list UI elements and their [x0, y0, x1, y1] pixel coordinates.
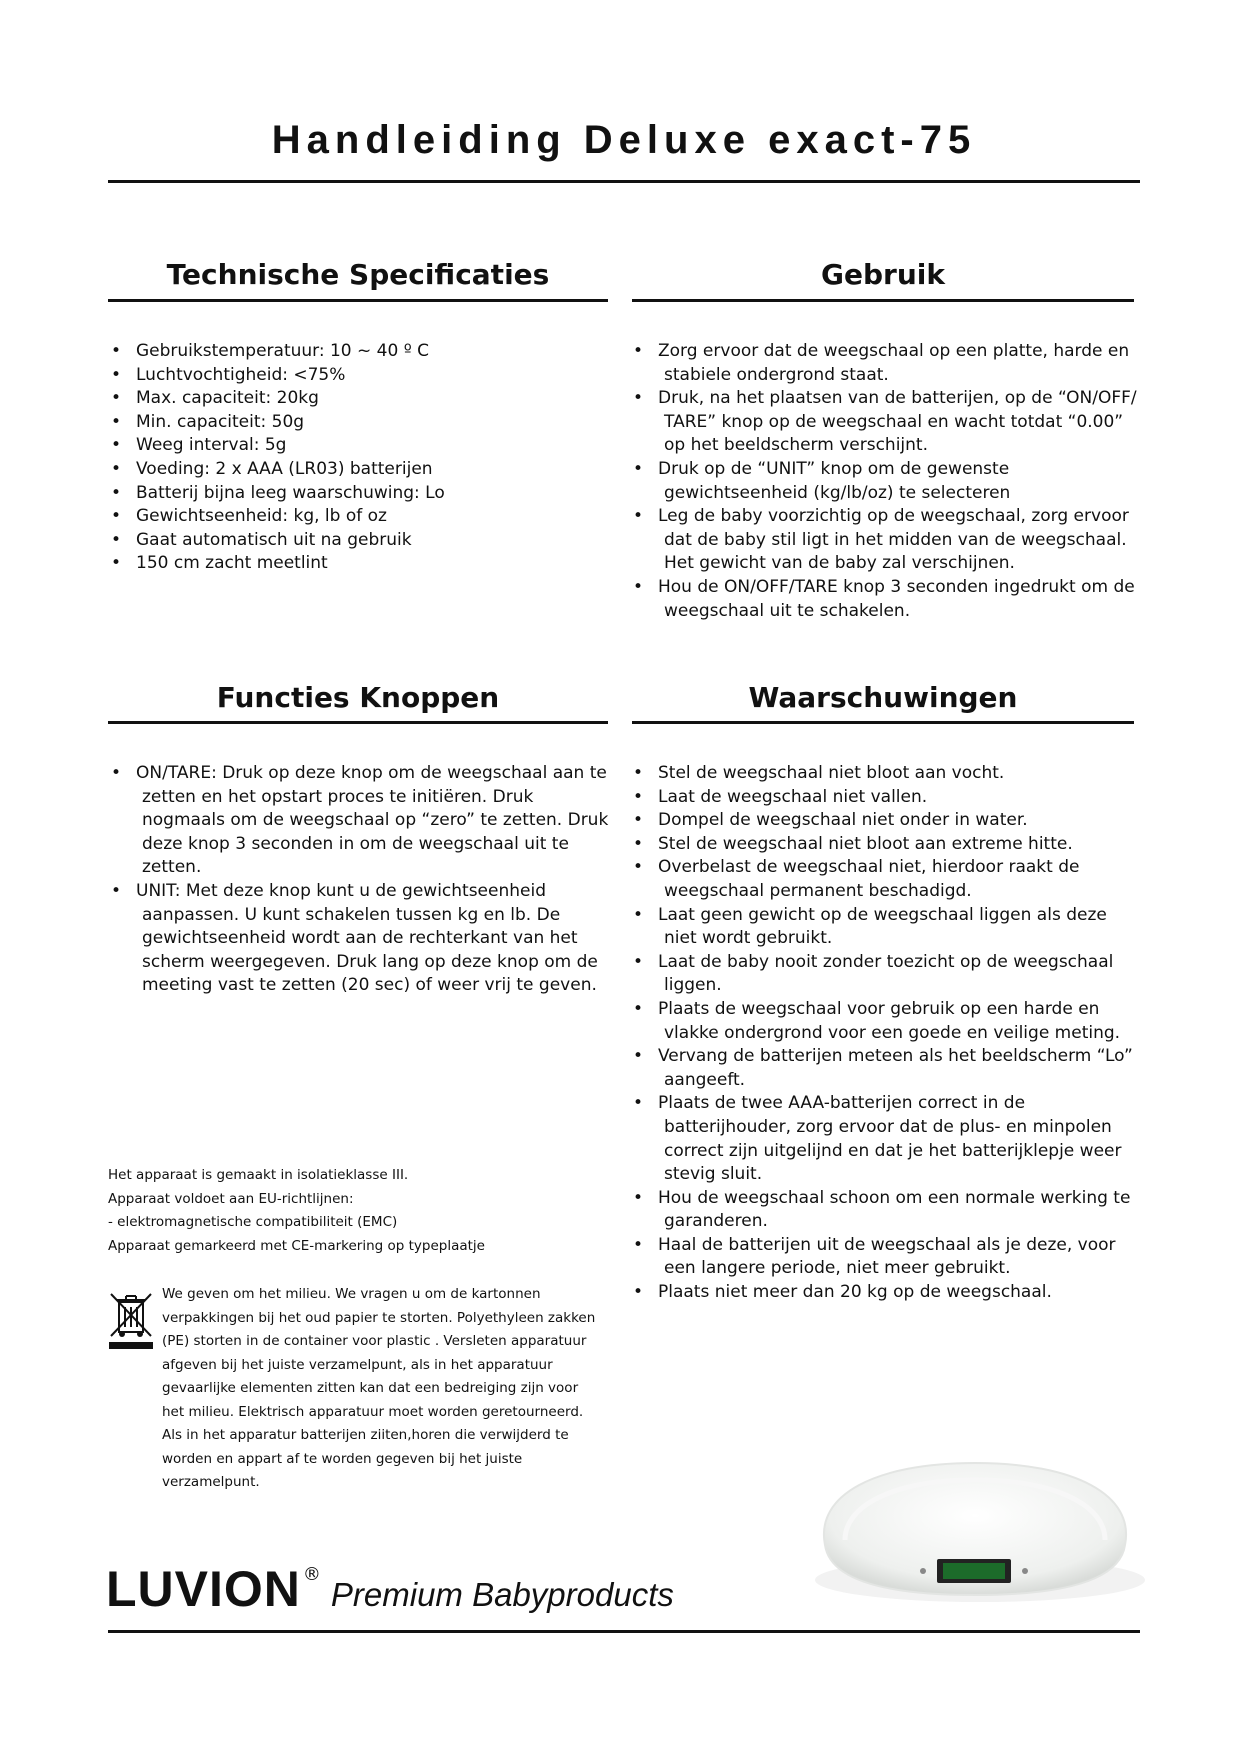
list-item	[108, 762, 613, 880]
list-item	[630, 505, 1140, 576]
list-item	[630, 1045, 1140, 1092]
list-item-text: • UNIT: Met deze knop kunt u de gewichtseenheid aanpassen. U kunt schakelen tussen kg en lb. De gewichtseenheid wordt aan de rechterkant van het scherm weergegeven. Druk lang op deze knop om de meeting vast te zetten (20 sec) of weer vrij te geven.	[136, 880, 598, 996]
list-item	[108, 364, 608, 388]
list-item	[108, 552, 608, 576]
baby-scale-photo	[805, 1455, 1145, 1615]
compliance-line: Het apparaat is gemaakt in isolatieklasse III.	[108, 1167, 409, 1183]
list-item-text: Max. capaciteit: 20kg	[136, 388, 319, 409]
list-item-text: Gewichtseenheid: kg, lb of oz	[136, 506, 387, 527]
list-item-text: • Overbelast de weegschaal niet, hierdoor raakt de weegschaal permanent beschadigd.	[658, 857, 1080, 901]
list-item	[108, 340, 608, 364]
list-item-text: • Haal de batterijen uit de weegschaal als je deze, voor een langere periode, niet meer gebruikt.	[658, 1234, 1116, 1279]
document-title: Handleiding Deluxe exact-75	[271, 118, 977, 162]
registered-mark: ®	[302, 1564, 321, 1585]
list-item	[108, 434, 608, 458]
list-item-text: • Druk op de “UNIT” knop om de gewenste gewichtseenheid (kg/lb/oz) te selecteren	[658, 458, 1011, 503]
list-item	[630, 904, 1140, 951]
footer-divider	[108, 1630, 1140, 1633]
list-item	[630, 576, 1140, 623]
list-item-text: Weeg interval: 5g	[136, 435, 287, 456]
environment-notice: We geven om het milieu. We vragen u om de kartonnen verpakkingen bij het oud papier te storten. Polyethyleen zakken (PE) storten in de container voor plastic . Versleten apparatuur afgeven bij het juiste verzamelpunt, als in het apparatuur gevaarlijke elementen zitten kan dat een bedreiging zijn voor het milieu. Elektrisch apparatuur moet worden geretourneerd. Als in het apparatur batterijen ziiten,horen die verwijderd te worden en appart af te worden gegeven bij het juiste verzamelpunt.	[162, 1286, 596, 1490]
compliance-line: Apparaat voldoet aan EU-richtlijnen:	[108, 1190, 354, 1207]
list-item-text: • Laat de weegschaal niet vallen.	[658, 786, 928, 807]
compliance-line: Apparaat gemarkeerd met CE-markering op typeplaatje	[108, 1237, 485, 1254]
list-item-text: • Leg de baby voorzichtig op de weegschaal, zorg ervoor dat de baby stil ligt in het midden van de weegschaal. Het gewicht van de baby zal verschijnen.	[658, 506, 1129, 574]
title-divider	[108, 180, 1140, 183]
list-item	[108, 880, 613, 998]
usage-divider	[632, 299, 1134, 302]
list-item	[630, 340, 1140, 387]
list-item-text: • Plaats de twee AAA-batterijen correct in de batterijhouder, zorg ervoor dat de plus- en minpolen correct zijn uitgelijnd en dat je het batterijklepje weer stevig sluit.	[658, 1093, 1122, 1185]
list-item-text: 150 cm zacht meetlint	[136, 553, 328, 574]
list-item-text: Min. capaciteit: 50g	[136, 411, 305, 432]
list-item	[630, 1187, 1140, 1234]
brand-name: LUVION	[106, 1561, 301, 1617]
buttons-list	[108, 762, 613, 998]
buttons-divider	[108, 721, 608, 724]
list-item	[630, 833, 1140, 857]
crossed-out-wheelie-bin-icon	[108, 1290, 154, 1350]
specs-list	[108, 340, 608, 576]
list-item	[630, 762, 1140, 786]
buttons-heading: Functies Knoppen	[216, 681, 500, 714]
warnings-heading: Waarschuwingen	[748, 681, 1018, 714]
list-item-text: • Vervang de batterijen meteen als het beeldscherm “Lo” aangeeft.	[658, 1046, 1133, 1090]
usage-heading: Gebruik	[821, 258, 945, 291]
list-item-text: • Plaats niet meer dan 20 kg op de weegschaal.	[658, 1282, 1052, 1303]
list-item	[630, 1092, 1140, 1186]
compliance-block	[108, 1164, 485, 1258]
list-item-text: Luchtvochtigheid: <75%	[136, 364, 346, 385]
list-item	[630, 786, 1140, 810]
list-item	[630, 998, 1140, 1045]
list-item-text: Gaat automatisch uit na gebruik	[136, 529, 412, 550]
compliance-line: - elektromagnetische compatibiliteit (EMC)	[108, 1214, 398, 1230]
list-item	[630, 951, 1140, 998]
list-item-text: • Stel de weegschaal niet bloot aan extreme hitte.	[658, 833, 1073, 854]
list-item	[108, 458, 608, 482]
list-item-text: Voeding: 2 x AAA (LR03) batterijen	[136, 458, 433, 479]
list-item-text: • Laat de baby nooit zonder toezicht op de weegschaal liggen.	[658, 951, 1114, 996]
list-item	[108, 505, 608, 529]
list-item	[630, 387, 1140, 458]
list-item-text: Gebruikstemperatuur: 10 ~ 40 º C	[136, 341, 429, 361]
list-item	[630, 1234, 1140, 1281]
list-item-text: • Druk, na het plaatsen van de batterijen, op de “ON/OFF/ TARE” knop op de weegschaal en wacht totdat “0.00” op het beeldscherm verschijnt.	[658, 388, 1137, 456]
warnings-divider	[632, 721, 1134, 724]
usage-list	[630, 340, 1140, 623]
list-item-text: • Dompel de weegschaal niet onder in water.	[658, 810, 1028, 831]
list-item-text: • Stel de weegschaal niet bloot aan vocht.	[658, 763, 1005, 783]
list-item-text: • Plaats de weegschaal voor gebruik op een harde en vlakke ondergrond voor een goede en veilige meting.	[658, 998, 1121, 1043]
specs-heading: Technische Specificaties	[166, 258, 550, 291]
list-item	[630, 1281, 1140, 1305]
list-item	[108, 411, 608, 435]
list-item-text: Batterij bijna leeg waarschuwing: Lo	[136, 482, 445, 503]
list-item-text: • ON/TARE: Druk op deze knop om de weegschaal aan te zetten en het opstart proces te initiëren. Druk nogmaals om de weegschaal op “zero” te zetten. Druk deze knop 3 seconden in om de weegschaal uit te zetten.	[136, 763, 609, 878]
list-item-text: • Laat geen gewicht op de weegschaal liggen als deze niet wordt gebruikt.	[658, 904, 1107, 949]
specs-divider	[108, 299, 608, 302]
brand-logo	[106, 1560, 674, 1618]
list-item	[630, 458, 1140, 505]
brand-tagline: Premium Babyproducts	[330, 1576, 674, 1613]
list-item	[108, 387, 608, 411]
warnings-list	[630, 762, 1140, 1305]
list-item-text: • Hou de weegschaal schoon om een normale werking te garanderen.	[658, 1187, 1131, 1232]
list-item-text: • Zorg ervoor dat de weegschaal op een platte, harde en stabiele ondergrond staat.	[658, 341, 1130, 385]
list-item	[630, 809, 1140, 833]
list-item	[630, 856, 1140, 903]
list-item-text: • Hou de ON/OFF/TARE knop 3 seconden ingedrukt om de weegschaal uit te schakelen.	[658, 576, 1135, 621]
list-item	[108, 529, 608, 553]
list-item	[108, 482, 608, 506]
